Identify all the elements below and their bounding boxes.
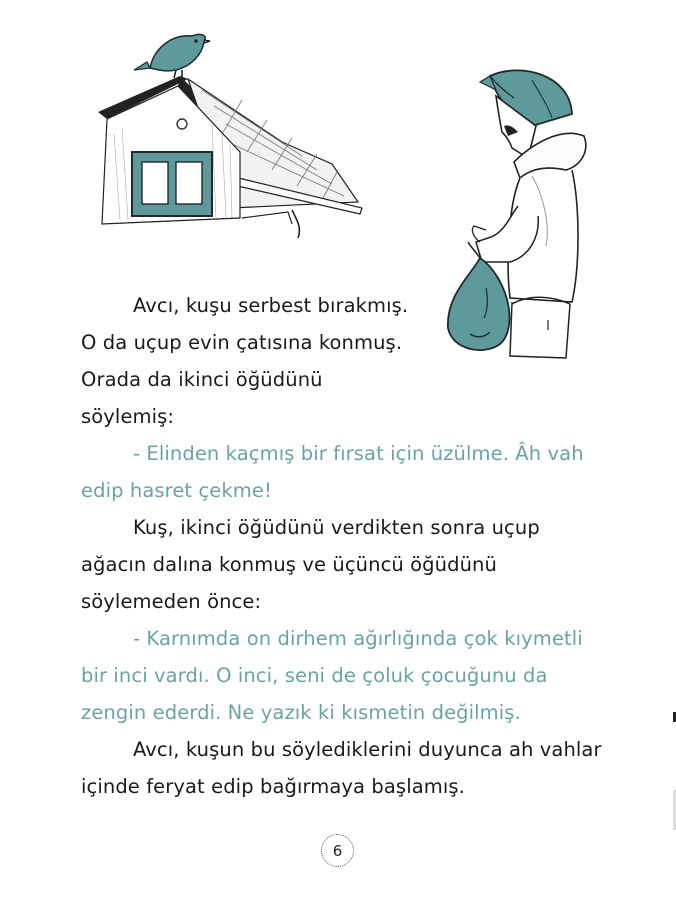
story-line: Orada da ikinci öğüdünü	[81, 368, 323, 391]
bird-icon	[134, 34, 210, 78]
dialogue-line: bir inci vardı. O inci, seni de çoluk çocuğunu da	[81, 664, 548, 687]
story-line: O da uçup evin çatısına konmuş.	[81, 331, 403, 354]
story-text	[81, 287, 621, 805]
dialogue-line: - Karnımda on dirhem ağırlığında çok kıymetli	[133, 627, 583, 650]
story-line: içinde feryat edip bağırmaya başlamış.	[81, 775, 465, 798]
house-with-bird-illustration	[92, 24, 367, 244]
story-line: Avcı, kuşun bu söylediklerini duyunca ah vahlar	[133, 738, 602, 761]
story-line: söylemiş:	[81, 405, 175, 428]
story-line: söylemeden önce:	[81, 590, 262, 613]
story-line: ağacın dalına konmuş ve üçüncü öğüdünü	[81, 553, 497, 576]
dialogue-line: - Elinden kaçmış bir fırsat için üzülme. Âh vah	[133, 442, 584, 465]
dialogue-line: edip hasret çekme!	[81, 479, 272, 502]
page-number: 6	[321, 834, 354, 867]
story-line: Kuş, ikinci öğüdünü verdikten sonra uçup	[133, 516, 540, 539]
dialogue-line: zengin ederdi. Ne yazık ki kısmetin değilmiş.	[81, 701, 521, 724]
story-line: Avcı, kuşu serbest bırakmış.	[133, 294, 409, 317]
